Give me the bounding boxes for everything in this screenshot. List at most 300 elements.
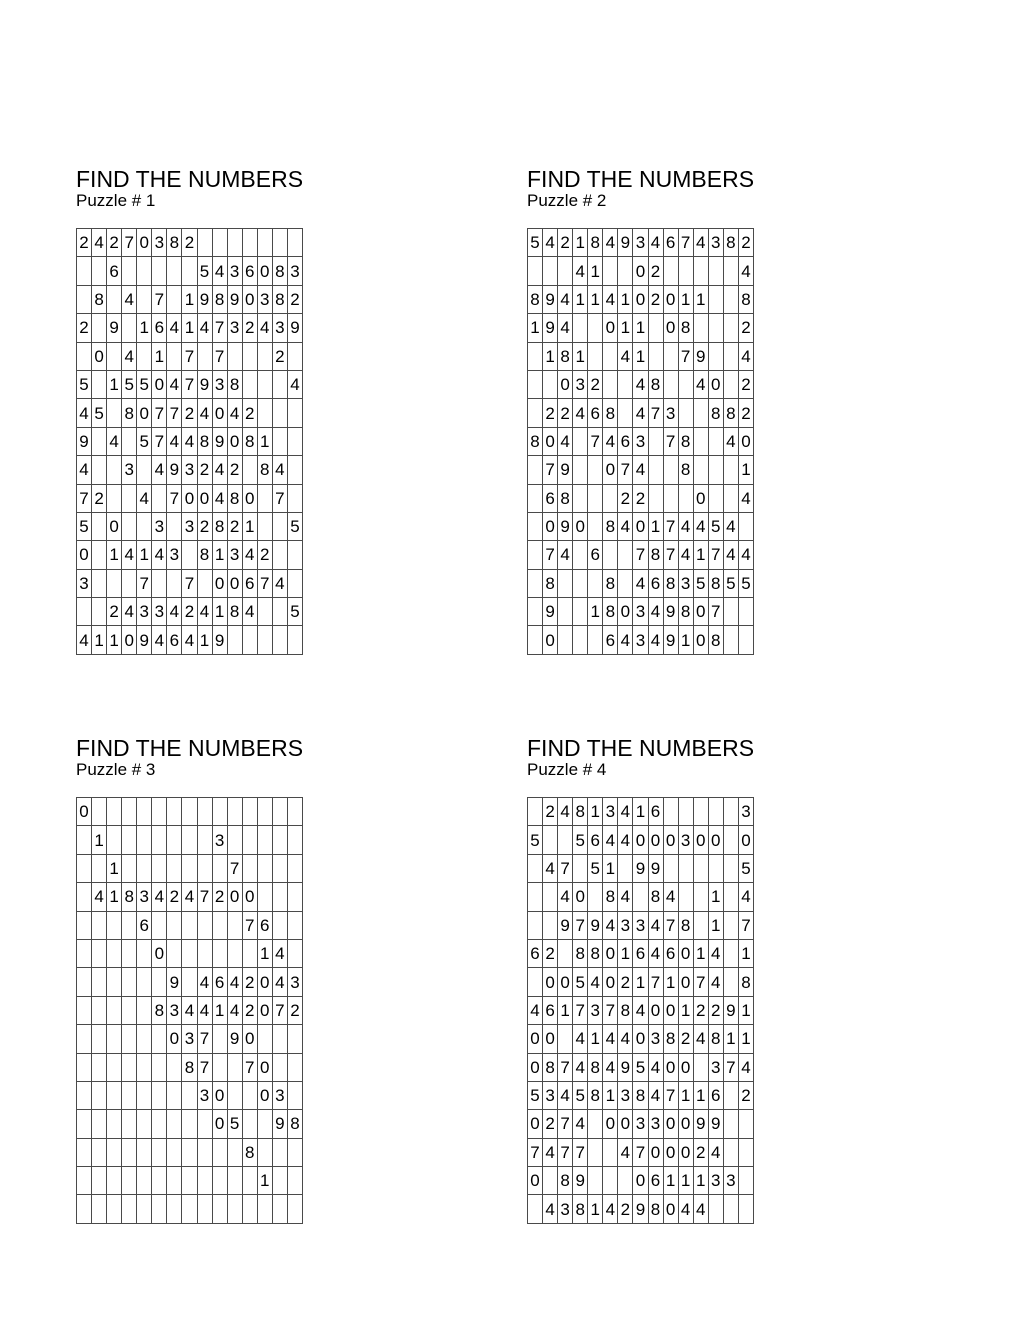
grid-cell: 4 [167, 427, 182, 455]
grid-cell: 6 [648, 1167, 663, 1195]
grid-cell [693, 399, 708, 427]
grid-cell: 7 [212, 342, 227, 370]
grid-cell [603, 342, 618, 370]
grid-cell: 2 [107, 229, 122, 257]
grid-cell: 6 [543, 484, 558, 512]
grid-cell: 8 [588, 229, 603, 257]
grid-cell: 0 [167, 1025, 182, 1053]
grid-cell: 1 [257, 427, 272, 455]
grid-cell: 7 [678, 342, 693, 370]
grid-cell: 2 [167, 883, 182, 911]
grid-cell [663, 342, 678, 370]
grid-cell [543, 883, 558, 911]
grid-cell: 3 [197, 1081, 212, 1109]
grid-row [77, 1195, 303, 1223]
grid-cell: 8 [152, 996, 167, 1024]
grid-cell [287, 399, 302, 427]
grid-cell: 7 [678, 229, 693, 257]
grid-row [528, 456, 754, 484]
grid-cell [663, 484, 678, 512]
grid-cell [588, 1167, 603, 1195]
grid-cell: 0 [708, 826, 723, 854]
grid-cell: 4 [663, 883, 678, 911]
grid-cell [693, 854, 708, 882]
grid-cell: 7 [197, 1025, 212, 1053]
grid-cell: 3 [287, 257, 302, 285]
grid-cell: 6 [242, 257, 257, 285]
grid-cell [257, 798, 272, 826]
grid-cell: 0 [648, 996, 663, 1024]
grid-cell: 4 [257, 314, 272, 342]
grid-cell [663, 456, 678, 484]
grid-cell: 4 [272, 569, 287, 597]
grid-cell: 4 [558, 285, 573, 313]
grid-cell: 3 [167, 541, 182, 569]
grid-cell: 4 [77, 626, 92, 654]
grid-cell: 0 [137, 229, 152, 257]
grid-cell: 4 [618, 342, 633, 370]
grid-cell: 9 [663, 626, 678, 654]
grid-cell [182, 939, 197, 967]
grid-cell [137, 456, 152, 484]
grid-cell [242, 229, 257, 257]
grid-cell: 4 [272, 456, 287, 484]
grid-cell: 3 [182, 512, 197, 540]
grid-cell: 2 [287, 996, 302, 1024]
grid-cell [528, 911, 543, 939]
grid-cell [212, 1195, 227, 1223]
grid-cell [92, 427, 107, 455]
grid-cell: 4 [212, 257, 227, 285]
grid-row [528, 598, 754, 626]
grid-cell [543, 1167, 558, 1195]
grid-cell [182, 1195, 197, 1223]
grid-cell: 4 [528, 996, 543, 1024]
grid-cell: 1 [212, 541, 227, 569]
grid-cell [543, 911, 558, 939]
grid-cell [272, 598, 287, 626]
grid-cell: 4 [77, 399, 92, 427]
grid-cell [588, 569, 603, 597]
grid-cell: 0 [197, 484, 212, 512]
grid-cell: 4 [197, 996, 212, 1024]
grid-cell: 4 [543, 1195, 558, 1223]
grid-cell: 3 [588, 996, 603, 1024]
grid-cell [77, 1025, 92, 1053]
grid-cell: 1 [107, 541, 122, 569]
grid-cell [107, 569, 122, 597]
grid-cell: 4 [708, 939, 723, 967]
grid-cell: 4 [92, 229, 107, 257]
grid-cell: 1 [738, 1025, 753, 1053]
grid-cell: 2 [227, 456, 242, 484]
grid-cell [122, 1081, 137, 1109]
number-grid [76, 797, 303, 1224]
grid-cell [197, 854, 212, 882]
grid-cell: 5 [738, 569, 753, 597]
grid-cell: 0 [693, 598, 708, 626]
grid-cell: 0 [663, 826, 678, 854]
grid-row [528, 1110, 754, 1138]
grid-cell: 9 [543, 285, 558, 313]
grid-cell [122, 968, 137, 996]
grid-cell: 4 [693, 512, 708, 540]
grid-cell: 0 [558, 968, 573, 996]
grid-cell: 3 [212, 826, 227, 854]
grid-cell [573, 541, 588, 569]
grid-cell: 3 [152, 229, 167, 257]
grid-row [77, 996, 303, 1024]
grid-cell: 0 [92, 342, 107, 370]
grid-cell [182, 1081, 197, 1109]
grid-row [77, 1081, 303, 1109]
grid-cell [287, 427, 302, 455]
grid-cell [227, 939, 242, 967]
grid-cell [107, 1053, 122, 1081]
grid-cell: 4 [167, 598, 182, 626]
grid-cell: 9 [543, 598, 558, 626]
grid-row [528, 1025, 754, 1053]
grid-cell [272, 370, 287, 398]
grid-cell [77, 1053, 92, 1081]
grid-cell [723, 854, 738, 882]
grid-cell: 8 [558, 342, 573, 370]
grid-cell: 4 [152, 456, 167, 484]
grid-cell [107, 1167, 122, 1195]
grid-cell [107, 939, 122, 967]
grid-row [528, 1138, 754, 1166]
grid-cell: 2 [182, 399, 197, 427]
grid-cell [603, 484, 618, 512]
grid-cell [227, 911, 242, 939]
grid-cell [122, 1167, 137, 1195]
grid-cell: 7 [573, 996, 588, 1024]
grid-cell [92, 1025, 107, 1053]
grid-cell: 0 [152, 370, 167, 398]
grid-cell: 7 [77, 484, 92, 512]
grid-cell: 0 [543, 1025, 558, 1053]
grid-cell [528, 541, 543, 569]
grid-row [528, 996, 754, 1024]
grid-cell [708, 798, 723, 826]
grid-cell [723, 598, 738, 626]
grid-cell [92, 1110, 107, 1138]
grid-cell [723, 626, 738, 654]
grid-cell: 0 [738, 427, 753, 455]
grid-cell: 4 [618, 1138, 633, 1166]
grid-cell [573, 854, 588, 882]
grid-cell: 9 [573, 1167, 588, 1195]
grid-cell [272, 911, 287, 939]
puzzle-number-label: Puzzle # 2 [527, 191, 607, 210]
grid-cell: 8 [708, 626, 723, 654]
grid-cell [588, 1110, 603, 1138]
grid-cell: 7 [242, 911, 257, 939]
grid-cell: 1 [648, 512, 663, 540]
grid-cell: 2 [633, 484, 648, 512]
grid-row [77, 342, 303, 370]
grid-row [77, 1110, 303, 1138]
grid-cell: 1 [543, 342, 558, 370]
grid-cell [152, 1110, 167, 1138]
grid-cell [558, 626, 573, 654]
grid-cell: 5 [287, 512, 302, 540]
grid-cell [618, 1167, 633, 1195]
grid-cell: 1 [137, 541, 152, 569]
grid-cell: 8 [528, 285, 543, 313]
grid-cell: 7 [167, 399, 182, 427]
grid-cell: 0 [212, 1110, 227, 1138]
grid-cell: 3 [708, 1167, 723, 1195]
grid-cell [167, 854, 182, 882]
grid-cell: 2 [618, 968, 633, 996]
grid-cell [92, 996, 107, 1024]
grid-cell: 3 [152, 598, 167, 626]
grid-cell: 9 [287, 314, 302, 342]
grid-cell: 8 [708, 569, 723, 597]
grid-cell [528, 257, 543, 285]
grid-cell: 9 [588, 911, 603, 939]
grid-cell [167, 1110, 182, 1138]
grid-cell: 1 [182, 314, 197, 342]
grid-cell: 5 [573, 1081, 588, 1109]
grid-cell: 4 [573, 399, 588, 427]
grid-cell [272, 1195, 287, 1223]
grid-cell: 1 [708, 911, 723, 939]
grid-cell [723, 342, 738, 370]
grid-cell: 4 [573, 257, 588, 285]
grid-cell [693, 427, 708, 455]
grid-cell: 4 [603, 1053, 618, 1081]
grid-cell: 9 [633, 1195, 648, 1223]
grid-cell: 6 [107, 257, 122, 285]
grid-cell: 7 [272, 484, 287, 512]
grid-row [528, 484, 754, 512]
grid-cell [257, 626, 272, 654]
grid-cell [618, 569, 633, 597]
grid-cell [167, 939, 182, 967]
grid-cell [573, 626, 588, 654]
grid-cell [723, 939, 738, 967]
grid-cell: 4 [603, 1195, 618, 1223]
grid-cell: 3 [633, 229, 648, 257]
grid-cell [287, 911, 302, 939]
grid-cell: 6 [663, 939, 678, 967]
grid-row [77, 968, 303, 996]
grid-cell: 7 [182, 370, 197, 398]
grid-cell [197, 798, 212, 826]
grid-cell [528, 569, 543, 597]
grid-cell: 1 [242, 512, 257, 540]
grid-cell: 1 [663, 968, 678, 996]
grid-cell: 7 [573, 1138, 588, 1166]
grid-cell: 7 [152, 285, 167, 313]
grid-cell [92, 456, 107, 484]
grid-cell: 0 [573, 883, 588, 911]
grid-cell: 4 [693, 1195, 708, 1223]
grid-cell: 2 [738, 1081, 753, 1109]
grid-cell: 0 [693, 826, 708, 854]
grid-cell: 8 [543, 569, 558, 597]
grid-cell [723, 1138, 738, 1166]
grid-cell [558, 1025, 573, 1053]
grid-cell: 9 [693, 1110, 708, 1138]
grid-cell: 4 [227, 399, 242, 427]
grid-cell [212, 939, 227, 967]
grid-cell: 9 [272, 1110, 287, 1138]
grid-cell: 7 [167, 484, 182, 512]
grid-cell: 4 [648, 939, 663, 967]
grid-cell [693, 314, 708, 342]
grid-cell: 1 [212, 996, 227, 1024]
grid-cell: 2 [708, 996, 723, 1024]
puzzle-3 [76, 735, 304, 1191]
grid-cell: 7 [558, 1053, 573, 1081]
grid-cell [137, 1053, 152, 1081]
grid-cell [272, 541, 287, 569]
grid-cell [257, 1195, 272, 1223]
grid-cell [92, 911, 107, 939]
grid-cell [558, 598, 573, 626]
grid-cell: 4 [678, 1195, 693, 1223]
grid-cell [182, 854, 197, 882]
grid-cell: 8 [182, 1053, 197, 1081]
grid-row [528, 285, 754, 313]
grid-cell: 8 [227, 484, 242, 512]
grid-cell [693, 883, 708, 911]
grid-cell: 8 [678, 598, 693, 626]
grid-cell: 4 [708, 968, 723, 996]
grid-cell: 4 [693, 370, 708, 398]
grid-cell: 0 [693, 626, 708, 654]
grid-cell [588, 484, 603, 512]
grid-cell: 1 [257, 939, 272, 967]
grid-cell: 3 [77, 569, 92, 597]
grid-cell: 1 [633, 342, 648, 370]
grid-cell: 5 [122, 370, 137, 398]
grid-cell [92, 854, 107, 882]
grid-cell [558, 939, 573, 967]
grid-cell: 0 [182, 484, 197, 512]
grid-cell [588, 456, 603, 484]
grid-cell [272, 427, 287, 455]
grid-cell: 8 [242, 427, 257, 455]
grid-cell: 2 [107, 598, 122, 626]
grid-cell: 0 [257, 257, 272, 285]
grid-cell: 4 [558, 427, 573, 455]
grid-cell [272, 1138, 287, 1166]
grid-cell: 2 [257, 541, 272, 569]
grid-cell [708, 342, 723, 370]
grid-cell [663, 854, 678, 882]
grid-cell: 0 [77, 541, 92, 569]
grid-cell: 4 [573, 1025, 588, 1053]
grid-cell: 2 [648, 257, 663, 285]
grid-cell [152, 1025, 167, 1053]
grid-cell: 5 [77, 512, 92, 540]
grid-cell: 1 [633, 798, 648, 826]
grid-cell [212, 854, 227, 882]
grid-cell: 1 [723, 1025, 738, 1053]
grid-cell [212, 1025, 227, 1053]
grid-cell: 2 [197, 456, 212, 484]
grid-cell: 0 [648, 1138, 663, 1166]
grid-cell [287, 229, 302, 257]
grid-row [77, 512, 303, 540]
grid-cell: 2 [738, 314, 753, 342]
grid-cell [708, 456, 723, 484]
grid-cell: 4 [738, 257, 753, 285]
grid-cell [167, 1138, 182, 1166]
grid-cell [708, 484, 723, 512]
grid-cell: 0 [633, 285, 648, 313]
grid-cell [92, 257, 107, 285]
grid-cell [242, 1110, 257, 1138]
grid-cell [122, 257, 137, 285]
grid-cell: 9 [633, 854, 648, 882]
grid-cell: 2 [242, 399, 257, 427]
grid-cell: 4 [197, 399, 212, 427]
grid-cell: 9 [227, 285, 242, 313]
grid-cell: 2 [197, 512, 212, 540]
grid-cell: 0 [227, 569, 242, 597]
grid-cell [122, 427, 137, 455]
grid-cell: 4 [182, 626, 197, 654]
grid-cell [122, 314, 137, 342]
grid-cell: 2 [693, 1138, 708, 1166]
grid-cell: 5 [708, 512, 723, 540]
grid-cell: 0 [678, 1138, 693, 1166]
grid-cell: 9 [212, 626, 227, 654]
grid-cell: 0 [528, 1053, 543, 1081]
grid-cell: 9 [137, 626, 152, 654]
grid-cell [122, 512, 137, 540]
grid-cell: 7 [558, 1138, 573, 1166]
grid-row [77, 1138, 303, 1166]
grid-cell: 0 [678, 939, 693, 967]
grid-cell [137, 854, 152, 882]
grid-cell: 0 [137, 399, 152, 427]
grid-row [528, 626, 754, 654]
grid-cell [92, 798, 107, 826]
grid-cell: 8 [212, 285, 227, 313]
grid-cell: 5 [137, 370, 152, 398]
grid-cell: 0 [603, 314, 618, 342]
grid-cell [573, 314, 588, 342]
grid-cell [182, 911, 197, 939]
grid-cell: 3 [122, 456, 137, 484]
grid-cell: 4 [212, 456, 227, 484]
grid-cell [122, 826, 137, 854]
grid-cell: 0 [543, 512, 558, 540]
grid-cell [693, 911, 708, 939]
grid-cell: 1 [197, 626, 212, 654]
grid-cell: 0 [678, 968, 693, 996]
grid-cell [182, 541, 197, 569]
grid-cell: 1 [693, 541, 708, 569]
grid-cell [212, 229, 227, 257]
grid-cell: 7 [573, 911, 588, 939]
grid-cell: 4 [633, 996, 648, 1024]
grid-cell: 0 [528, 1110, 543, 1138]
grid-cell: 2 [182, 229, 197, 257]
number-grid [76, 228, 303, 655]
grid-cell: 4 [618, 1025, 633, 1053]
grid-cell [167, 342, 182, 370]
grid-cell [723, 314, 738, 342]
grid-cell: 0 [558, 370, 573, 398]
grid-cell: 4 [543, 854, 558, 882]
